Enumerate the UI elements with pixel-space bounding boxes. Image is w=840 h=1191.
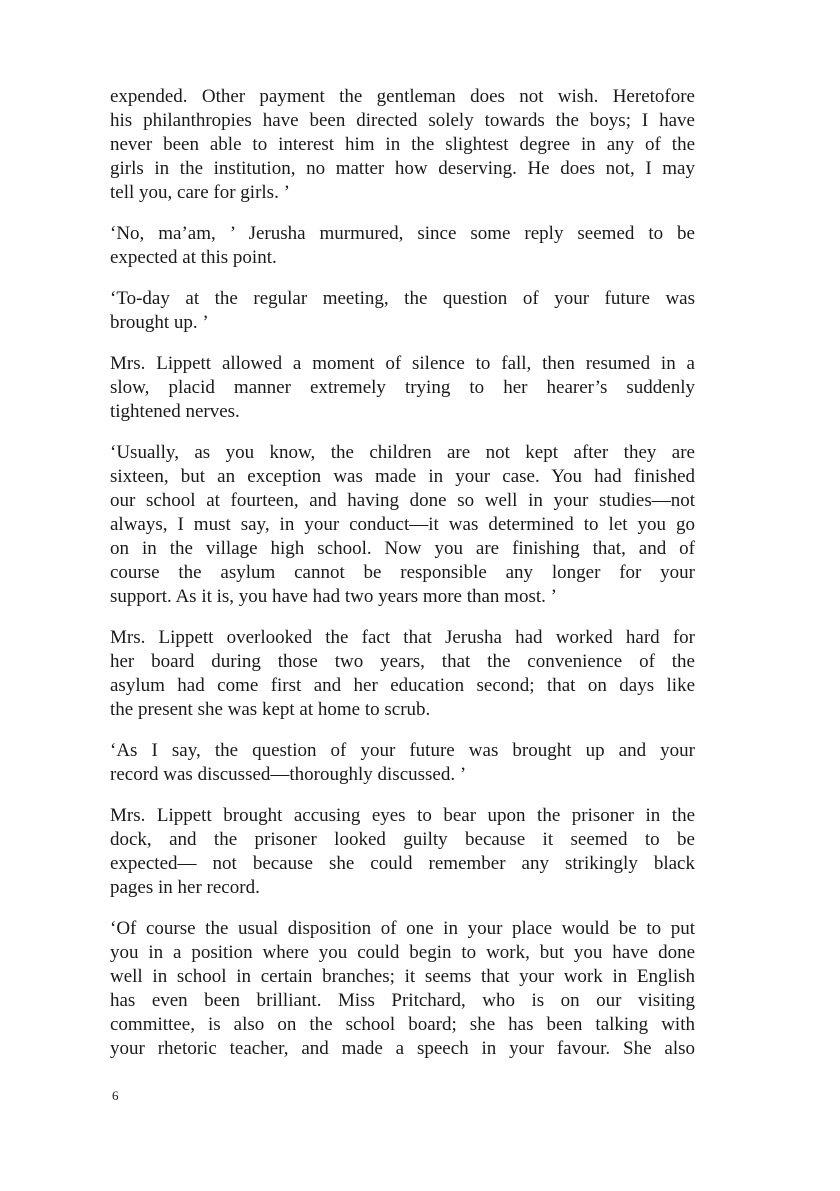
text-line: your rhetoric teacher, and made a speech in your favour. She also xyxy=(110,1038,695,1059)
text-line: expected at this point. xyxy=(110,247,277,268)
paragraph xyxy=(110,917,695,1061)
text-line: committee, is also on the school board; she has been talking with xyxy=(110,1014,695,1035)
text-line: on in the village high school. Now you are finishing that, and of xyxy=(110,538,695,559)
text-line: the present she was kept at home to scrub. xyxy=(110,699,431,720)
text-line: pages in her record. xyxy=(110,877,260,898)
text-line: ‘Usually, as you know, the children are not kept after they are xyxy=(110,442,695,463)
text-line: course the asylum cannot be responsible any longer for your xyxy=(110,562,695,583)
text-line: record was discussed—thoroughly discussed. ’ xyxy=(110,764,467,785)
text-line: her board during those two years, that the convenience of the xyxy=(110,651,695,672)
text-line: support. As it is, you have had two years more than most. ’ xyxy=(110,586,557,607)
text-line: ‘As I say, the question of your future was brought up and your xyxy=(110,740,695,761)
text-line: Mrs. Lippett overlooked the fact that Jerusha had worked hard for xyxy=(110,627,695,648)
text-line: girls in the institution, no matter how deserving. He does not, I may xyxy=(110,158,695,179)
text-line: slow, placid manner extremely trying to her hearer’s suddenly xyxy=(110,377,695,398)
text-line: expected— not because she could remember any strikingly black xyxy=(110,853,695,874)
paragraph xyxy=(110,626,695,722)
text-line: Mrs. Lippett allowed a moment of silence to fall, then resumed in a xyxy=(110,353,695,374)
paragraph xyxy=(110,85,695,205)
paragraph xyxy=(110,804,695,900)
paragraph xyxy=(110,287,695,335)
text-line: ‘Of course the usual disposition of one in your place would be to put xyxy=(110,918,695,939)
text-line: never been able to interest him in the slightest degree in any of the xyxy=(110,134,695,155)
text-line: expended. Other payment the gentleman does not wish. Heretofore xyxy=(110,86,695,107)
text-line: has even been brilliant. Miss Pritchard, who is on our visiting xyxy=(110,990,695,1011)
text-line: our school at fourteen, and having done so well in your studies—not xyxy=(110,490,695,511)
text-line: tell you, care for girls. ’ xyxy=(110,182,290,203)
text-line: well in school in certain branches; it seems that your work in English xyxy=(110,966,695,987)
paragraph xyxy=(110,441,695,609)
text-line: ‘No, ma’am, ’ Jerusha murmured, since some reply seemed to be xyxy=(110,223,695,244)
page-body-text xyxy=(110,85,695,1078)
text-line: always, I must say, in your conduct—it was determined to let you go xyxy=(110,514,695,535)
paragraph xyxy=(110,352,695,424)
text-line: asylum had come first and her education second; that on days like xyxy=(110,675,695,696)
paragraph xyxy=(110,739,695,787)
text-line: Mrs. Lippett brought accusing eyes to bear upon the prisoner in the xyxy=(110,805,695,826)
text-line: sixteen, but an exception was made in your case. You had finished xyxy=(110,466,695,487)
text-line: brought up. ’ xyxy=(110,312,209,333)
text-line: dock, and the prisoner looked guilty because it seemed to be xyxy=(110,829,695,850)
text-line: his philanthropies have been directed solely towards the boys; I have xyxy=(110,110,695,131)
page-number: 6 xyxy=(112,1088,119,1103)
text-line: tightened nerves. xyxy=(110,401,240,422)
text-line: ‘To-day at the regular meeting, the question of your future was xyxy=(110,288,695,309)
paragraph xyxy=(110,222,695,270)
text-line: you in a position where you could begin to work, but you have done xyxy=(110,942,695,963)
